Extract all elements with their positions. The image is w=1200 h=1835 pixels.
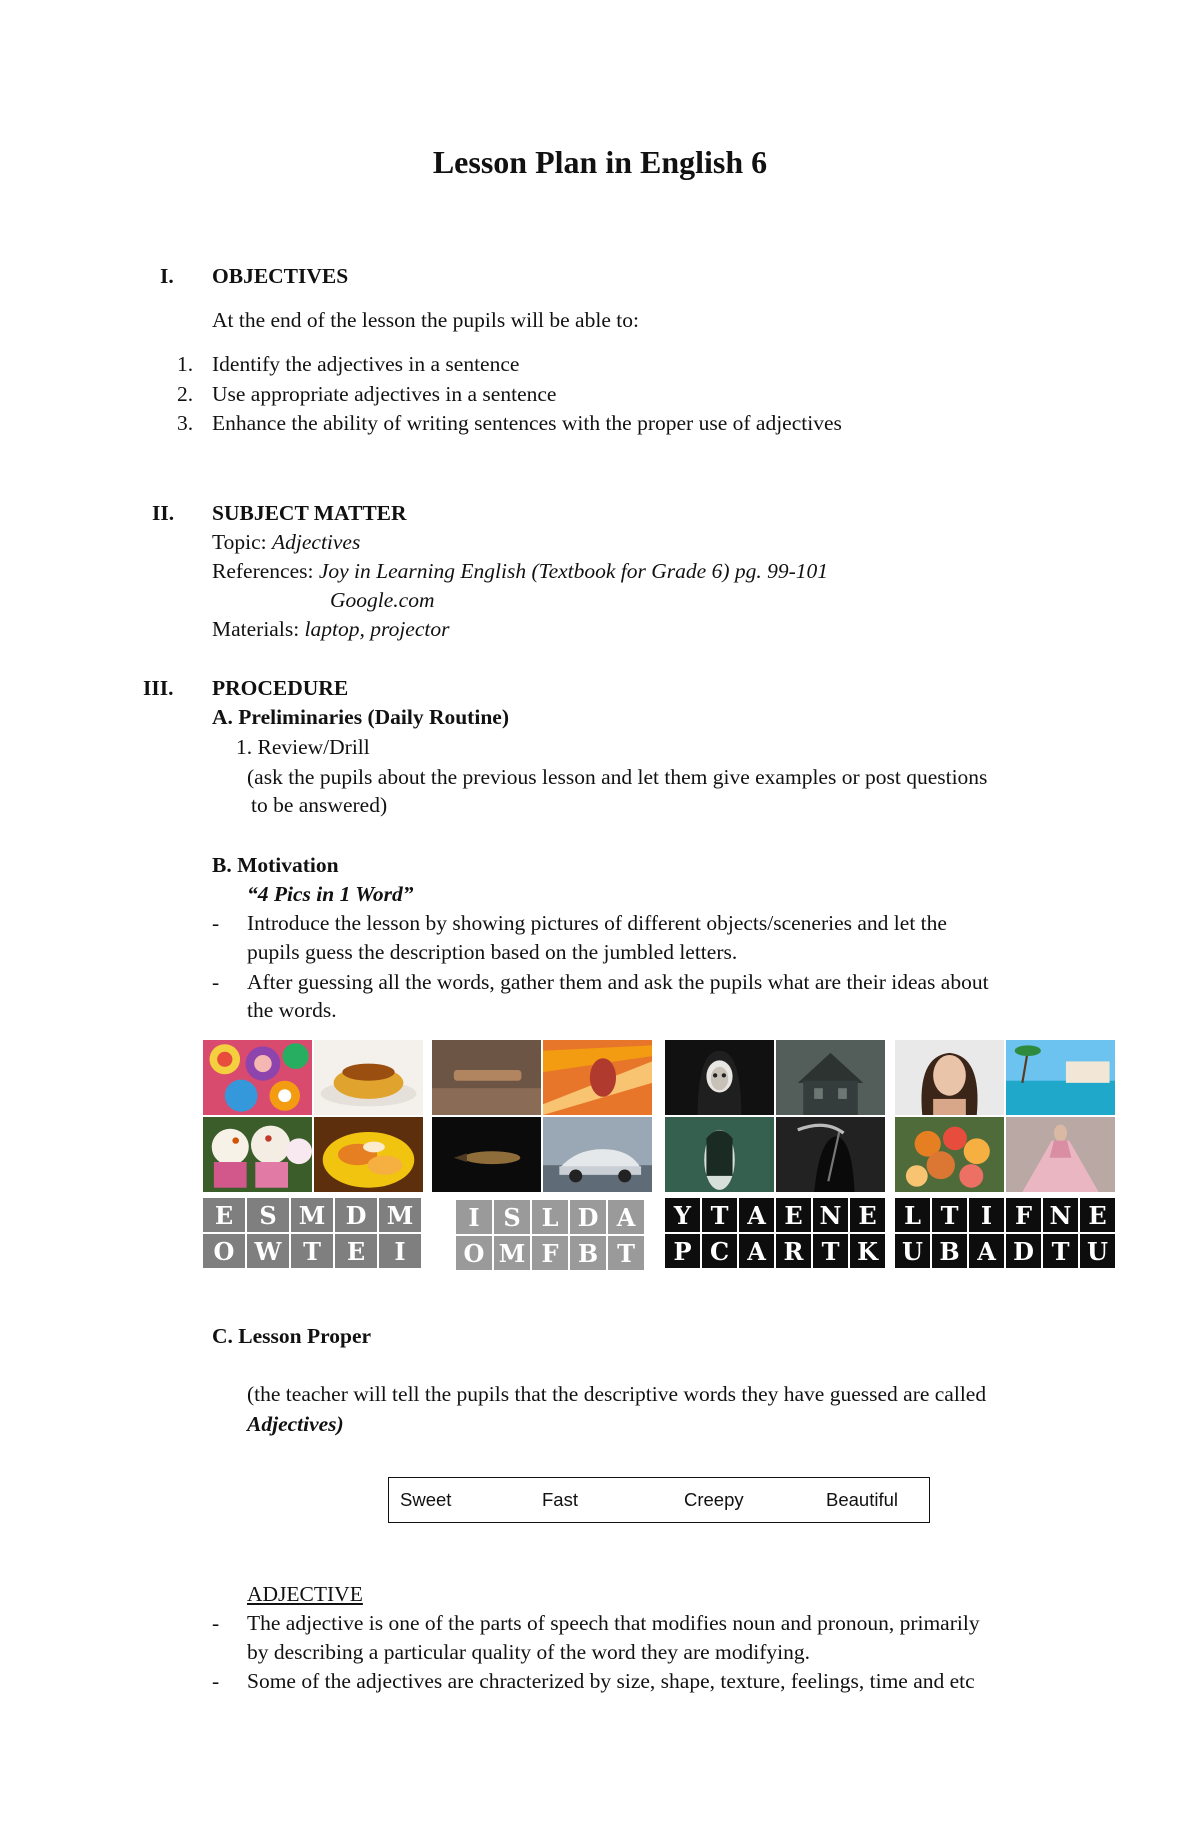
letter-tile: D (1006, 1234, 1041, 1268)
letter-tile: E (776, 1198, 811, 1232)
letter-tile: N (1043, 1198, 1078, 1232)
letter-tile: Y (665, 1198, 700, 1232)
materials-line (212, 615, 449, 644)
page-title: Lesson Plan in English 6 (432, 144, 768, 180)
letter-tile: D (570, 1200, 606, 1234)
letter-tile: T (813, 1234, 848, 1268)
puzzle-card-4 (895, 1040, 1115, 1270)
letter-tile: E (203, 1198, 245, 1232)
letter-tile: A (739, 1198, 774, 1232)
puzzle-2-letter-row-2 (456, 1236, 644, 1270)
haunted-house-photo (776, 1040, 885, 1115)
letter-tile: M (291, 1198, 333, 1232)
puzzle-1-letter-row-1 (203, 1198, 421, 1232)
subject-matter-heading: SUBJECT MATTER (212, 501, 407, 525)
objective-item: Enhance the ability of writing sentences with the proper use of adjectives (212, 411, 842, 435)
review-drill-item: 1. Review/Drill (236, 735, 370, 759)
procedure-heading: PROCEDURE (212, 676, 349, 700)
letter-tile: B (570, 1236, 606, 1270)
letter-tile: B (932, 1234, 967, 1268)
adjective-words-box (388, 1477, 930, 1523)
puzzle-1-photos (203, 1040, 423, 1192)
letter-tile: I (456, 1200, 492, 1234)
letter-tile: A (739, 1234, 774, 1268)
letter-tile: K (850, 1234, 885, 1268)
letter-tile: F (1006, 1198, 1041, 1232)
mango-dessert-photo (314, 1117, 423, 1192)
puzzle-card-1 (203, 1040, 423, 1270)
puzzle-2-letter-row-1 (456, 1200, 644, 1234)
preliminaries-note: (ask the pupils about the previous lesson and let them give examples or post questions (247, 765, 988, 789)
letter-tile: E (850, 1198, 885, 1232)
bullet-photo (432, 1117, 541, 1192)
letter-tile: E (335, 1234, 377, 1268)
letter-tile: O (456, 1236, 492, 1270)
letter-tile: T (1043, 1234, 1078, 1268)
references-label: References: (212, 559, 314, 583)
adjective-bullet: Some of the adjectives are chracterized by size, shape, texture, feelings, time and etc (247, 1669, 975, 1693)
objectives-intro: At the end of the lesson the pupils will be able to: (212, 308, 639, 332)
woman-portrait-photo (895, 1040, 1004, 1115)
letter-tile: L (895, 1198, 930, 1232)
letter-tile: L (532, 1200, 568, 1234)
references-line (212, 557, 828, 586)
letter-tile: R (776, 1234, 811, 1268)
puzzle-4-letter-row-2 (895, 1234, 1115, 1268)
nun-photo (665, 1040, 774, 1115)
preliminaries-heading: A. Preliminaries (Daily Routine) (212, 705, 509, 729)
objective-number: 3. (177, 411, 194, 435)
adjective-bullet: The adjective is one of the parts of speech that modifies noun and pronoun, primarily (247, 1611, 980, 1635)
lesson-proper-note-cont: Adjectives) (247, 1412, 344, 1436)
topic-line (212, 528, 360, 557)
bullet-dash: - (212, 911, 220, 935)
letter-tile: I (969, 1198, 1004, 1232)
bullet-dash: - (212, 970, 220, 994)
subject-matter-numeral: II. (152, 501, 175, 525)
motivation-heading: B. Motivation (212, 853, 339, 877)
ball-gown-photo (1006, 1117, 1115, 1192)
adjective-word: Sweet (400, 1489, 452, 1510)
motivation-bullet-cont: pupils guess the description based on the jumbled letters. (247, 940, 738, 964)
letter-tile: S (494, 1200, 530, 1234)
adjective-bullet-cont: by describing a particular quality of the word they are modifying. (247, 1640, 811, 1664)
flan-photo (314, 1040, 423, 1115)
letter-tile: P (665, 1234, 700, 1268)
grim-reaper-photo (776, 1117, 885, 1192)
resort-pool-photo (1006, 1040, 1115, 1115)
objective-number: 2. (177, 382, 194, 406)
objective-item: Identify the adjectives in a sentence (212, 352, 520, 376)
adjective-word: Beautiful (826, 1489, 898, 1510)
materials-label: Materials: (212, 617, 300, 641)
adjective-definition-heading: ADJECTIVE (247, 1582, 363, 1606)
objective-number: 1. (177, 352, 194, 376)
sports-car-photo (543, 1117, 652, 1192)
letter-tile: W (247, 1234, 289, 1268)
letter-tile: A (969, 1234, 1004, 1268)
cupcakes-photo (203, 1117, 312, 1192)
objectives-heading: OBJECTIVES (212, 264, 349, 288)
letter-tile: C (702, 1234, 737, 1268)
puzzle-card-3 (665, 1040, 885, 1270)
letter-tile: M (494, 1236, 530, 1270)
letter-tile: O (203, 1234, 245, 1268)
puzzle-2-photos (432, 1040, 652, 1192)
bullet-dash: - (212, 1611, 220, 1635)
letter-tile: T (932, 1198, 967, 1232)
topic-value: Adjectives (272, 530, 361, 554)
puzzle-card-2 (432, 1040, 652, 1270)
letter-tile: T (702, 1198, 737, 1232)
letter-tile: E (1080, 1198, 1115, 1232)
letter-tile: U (1080, 1234, 1115, 1268)
motivation-game-title: “4 Pics in 1 Word” (247, 882, 414, 906)
adjective-word: Fast (542, 1489, 578, 1510)
motivation-bullet-cont: the words. (247, 998, 337, 1022)
objective-item: Use appropriate adjectives in a sentence (212, 382, 557, 406)
objectives-numeral: I. (160, 264, 174, 288)
lesson-proper-heading: C. Lesson Proper (212, 1324, 372, 1348)
letter-tile: I (379, 1234, 421, 1268)
letter-tile: F (532, 1236, 568, 1270)
letter-tile: M (379, 1198, 421, 1232)
puzzle-4-letter-row-1 (895, 1198, 1115, 1232)
letter-tile: D (335, 1198, 377, 1232)
adjective-word: Creepy (684, 1489, 744, 1510)
preliminaries-note-cont: to be answered) (251, 793, 388, 817)
motivation-bullet: Introduce the lesson by showing pictures of different objects/sceneries and let the (247, 911, 947, 935)
ghost-girl-photo (665, 1117, 774, 1192)
letter-tile: U (895, 1234, 930, 1268)
letter-tile: T (291, 1234, 333, 1268)
references-value-google: Google.com (330, 588, 435, 612)
puzzle-3-letter-row-2 (665, 1234, 885, 1268)
procedure-numeral: III. (143, 676, 174, 700)
topic-label: Topic: (212, 530, 267, 554)
lesson-proper-note: (the teacher will tell the pupils that the descriptive words they have guessed are called (247, 1382, 987, 1406)
running-flash-photo (543, 1040, 652, 1115)
speed-text-photo (432, 1040, 541, 1115)
puzzle-1-letter-row-2 (203, 1234, 421, 1268)
puzzle-4-photos (895, 1040, 1115, 1192)
materials-value: laptop, projector (304, 617, 450, 641)
letter-tile: N (813, 1198, 848, 1232)
candy-photo (203, 1040, 312, 1115)
puzzle-3-letter-row-1 (665, 1198, 885, 1232)
letter-tile: A (608, 1200, 644, 1234)
letter-tile: T (608, 1236, 644, 1270)
motivation-bullet: After guessing all the words, gather them and ask the pupils what are their ideas about (247, 970, 989, 994)
references-value: Joy in Learning English (Textbook for Grade 6) pg. 99-101 (318, 559, 829, 583)
bullet-dash: - (212, 1669, 220, 1693)
flower-bouquet-photo (895, 1117, 1004, 1192)
letter-tile: S (247, 1198, 289, 1232)
puzzle-3-photos (665, 1040, 885, 1192)
